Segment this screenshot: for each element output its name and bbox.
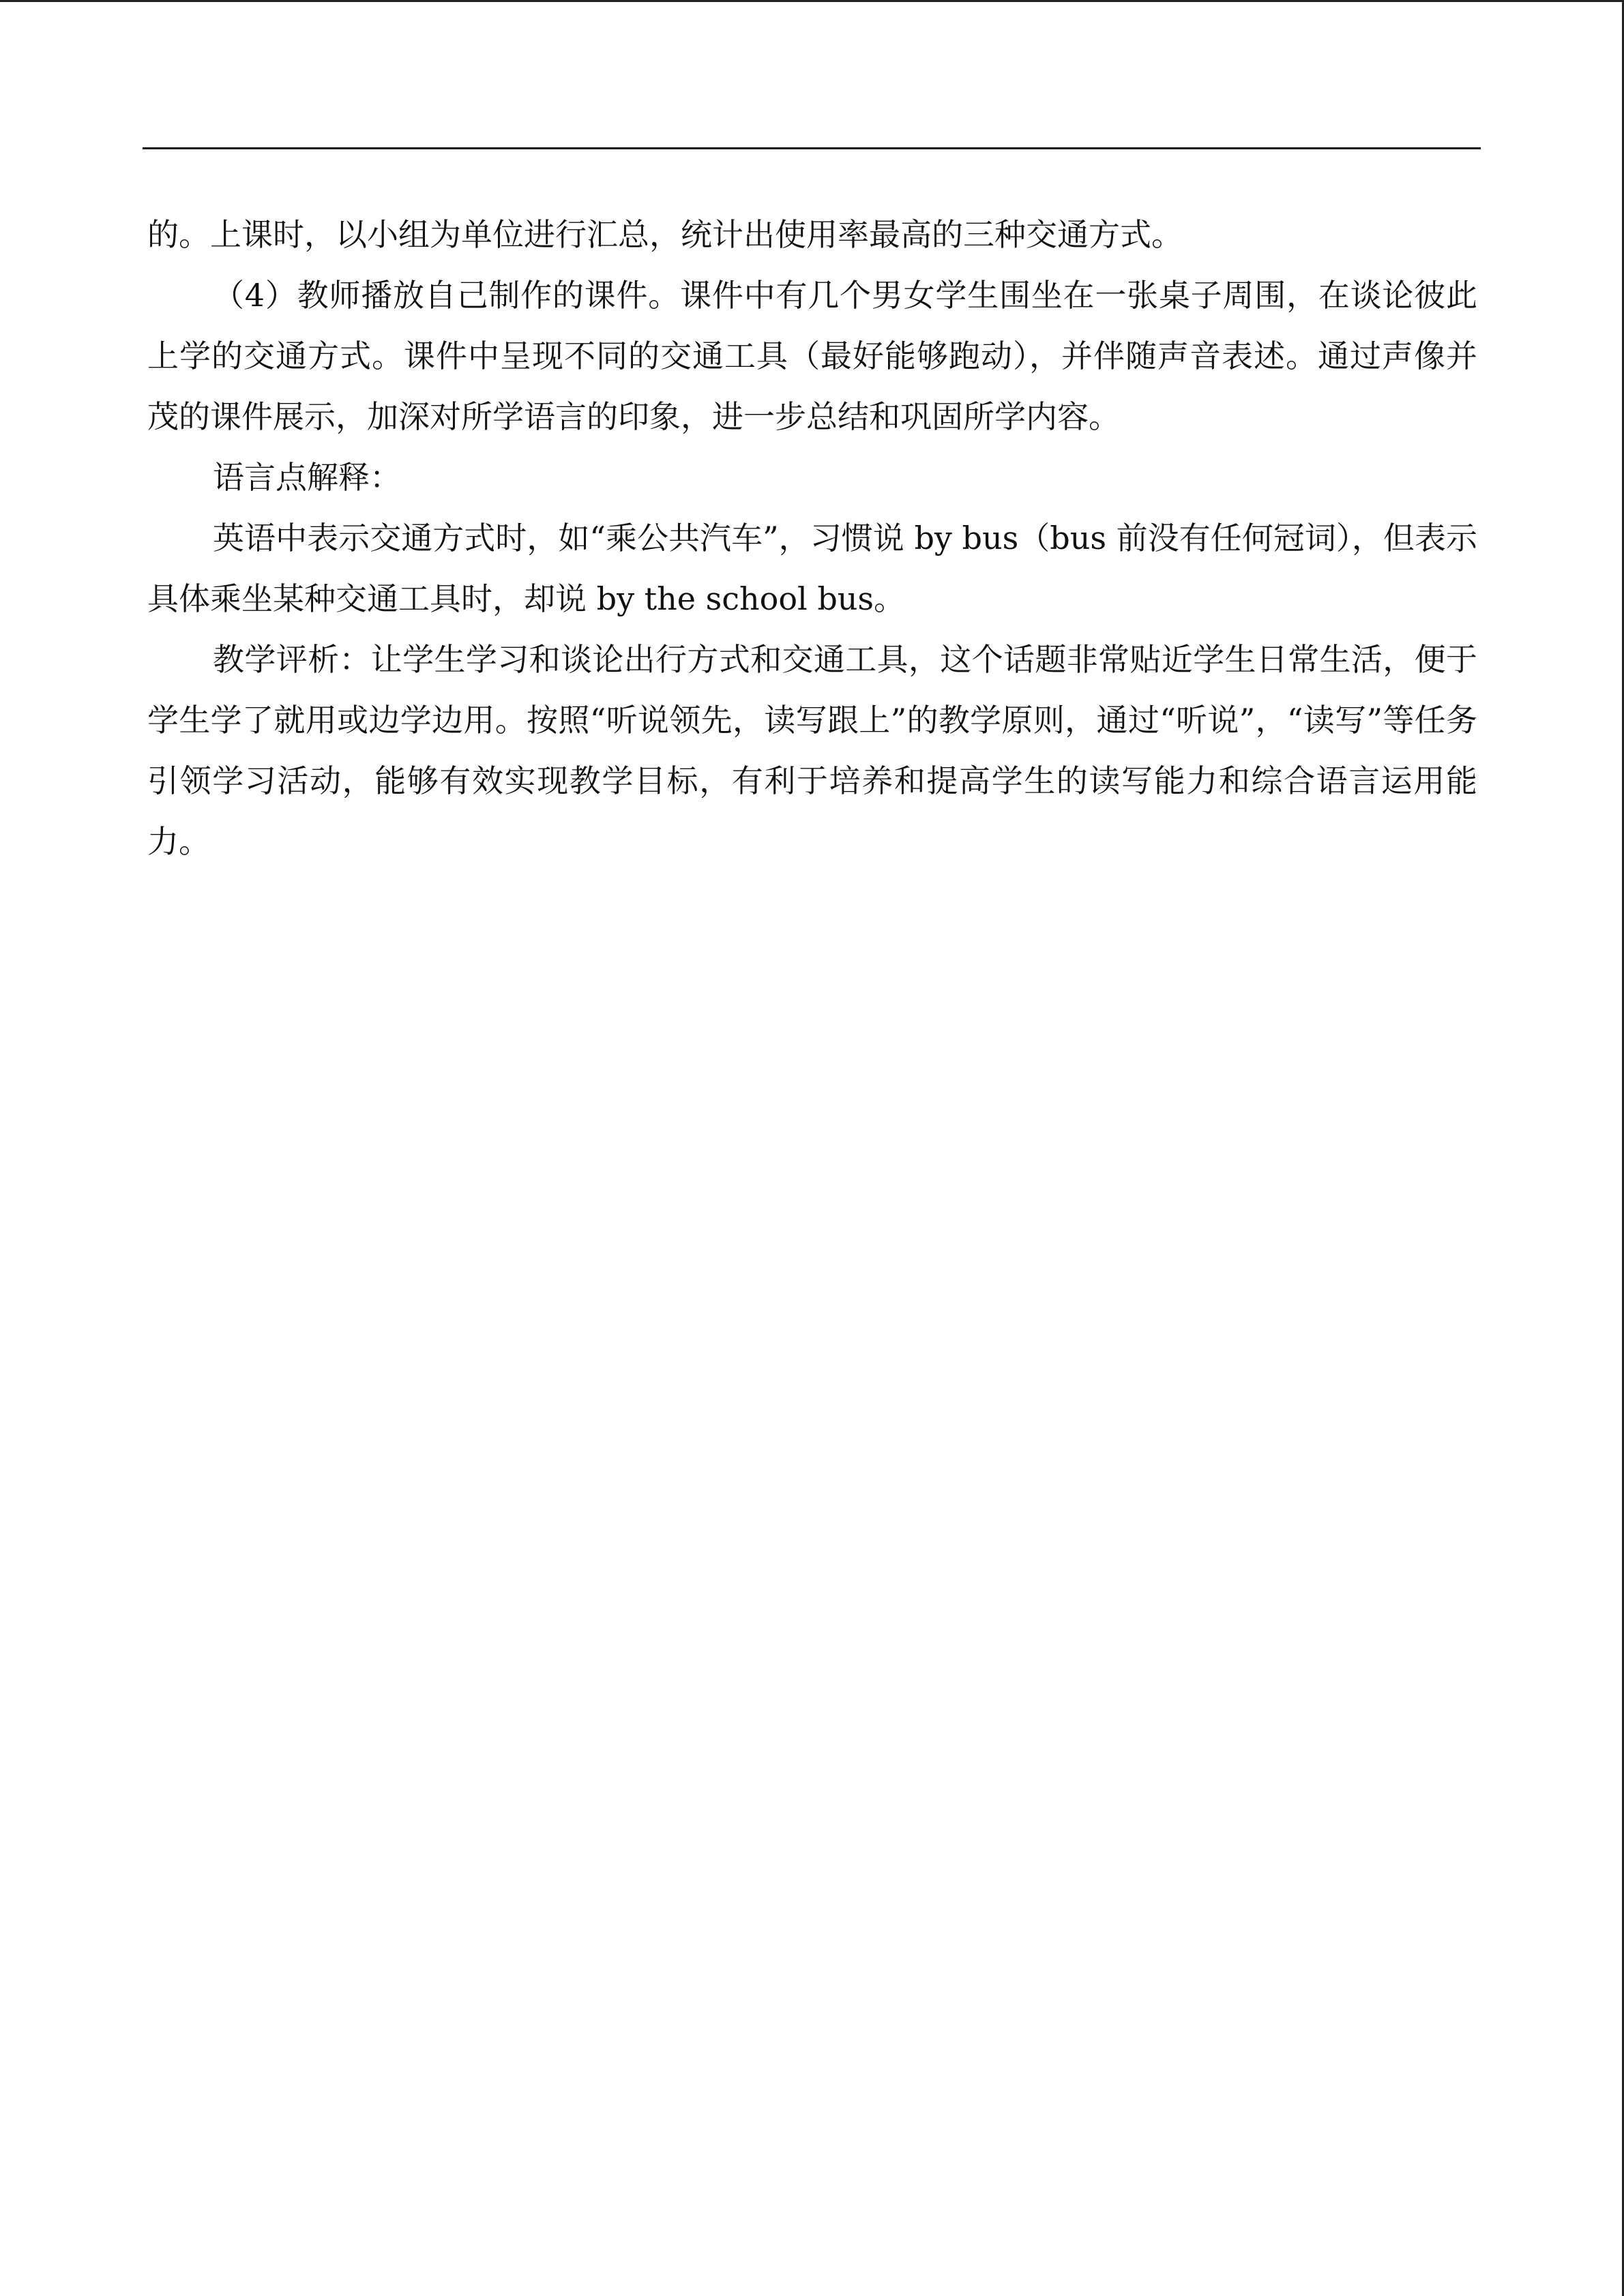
paragraph-courseware-step: （4）教师播放自己制作的课件。课件中有几个男女学生围坐在一张桌子周围，在谈论彼此上学的交通方式。课件中呈现不同的交通工具（最好能够跑动），并伴随声音表述。通过声像并茂的课件展示，加深对所学语言的印象，进一步总结和巩固所学内容。 — [147, 277, 1477, 435]
paragraph-language-points: 英语中表示交通方式时，如“乘公共汽车”，习惯说 by bus（bus 前没有任何冠词），但表示具体乘坐某种交通工具时，却说 by the school bus。 — [147, 520, 1477, 617]
page-top-border — [0, 0, 1624, 2]
paragraph-language-points-heading: 语言点解释： — [213, 459, 401, 496]
header-rule — [143, 147, 1481, 149]
document-body — [147, 205, 1477, 872]
paragraph-continuation: 的。上课时，以小组为单位进行汇总，统计出使用率最高的三种交通方式。 — [147, 216, 1183, 253]
paragraph-teaching-evaluation: 教学评析：让学生学习和谈论出行方式和交通工具，这个话题非常贴近学生日常生活，便于学生学了就用或边学边用。按照“听说领先，读写跟上”的教学原则，通过“听说”，“读写”等任务引领学习活动，能够有效实现教学目标，有利于培养和提高学生的读写能力和综合语言运用能力。 — [147, 641, 1477, 860]
